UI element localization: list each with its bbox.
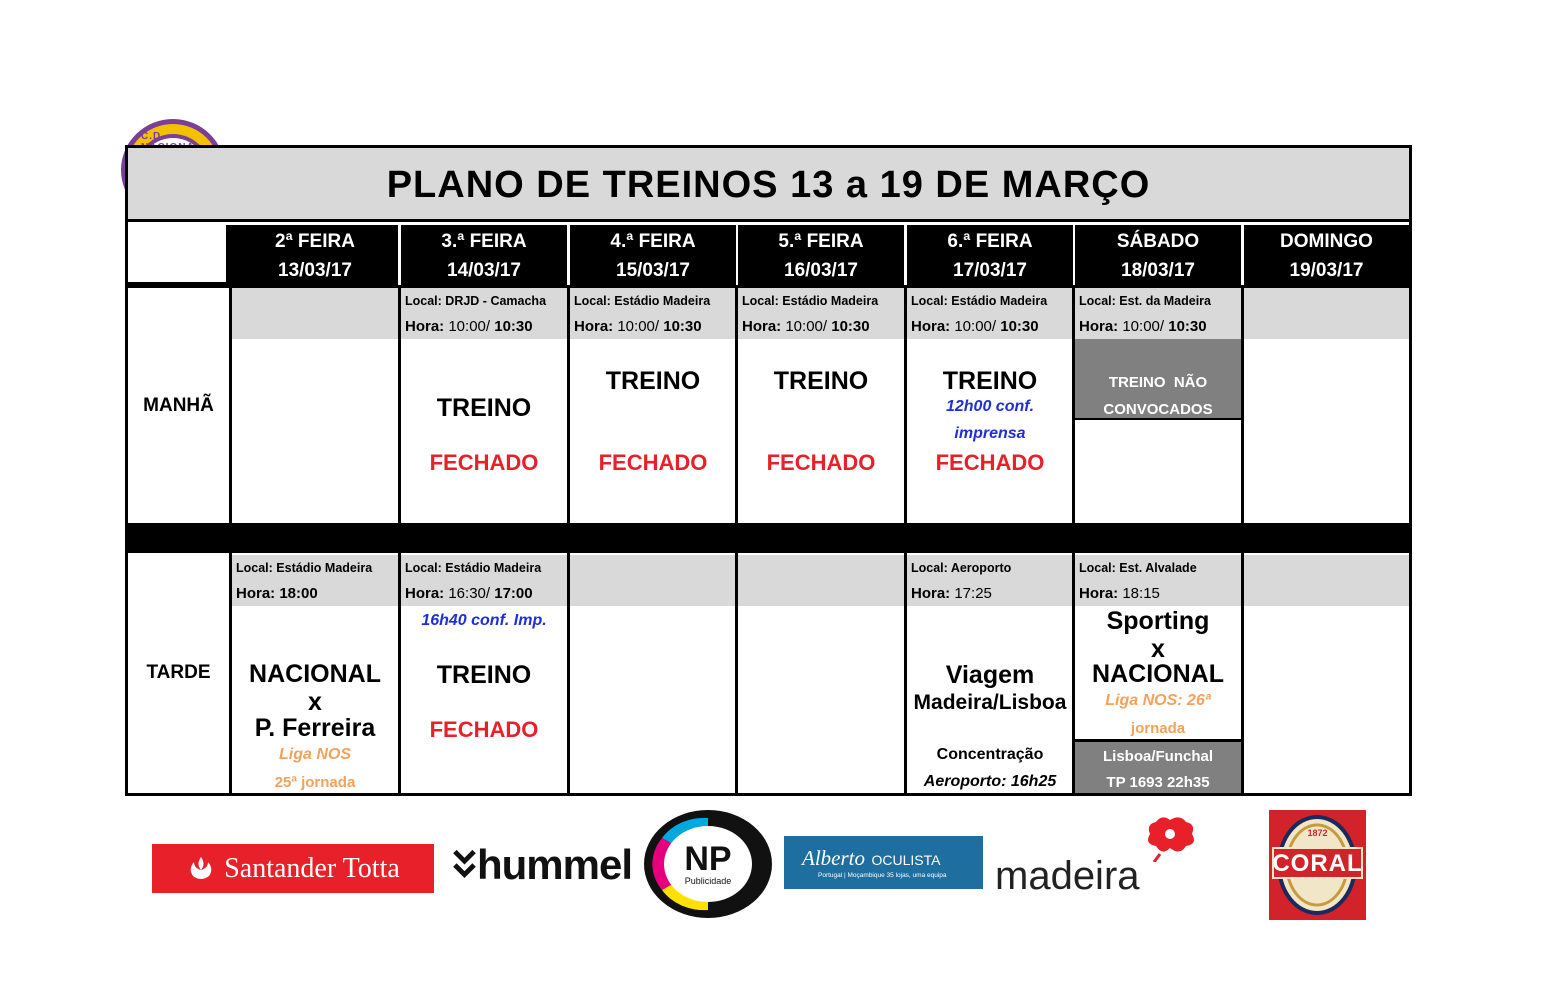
session-title: TREINO <box>436 661 532 689</box>
alberto-oculista-logo <box>784 836 983 889</box>
day-header-wed <box>570 225 736 285</box>
session-status: FECHADO <box>935 450 1045 475</box>
day-name: 6.ª FEIRA <box>947 231 1033 252</box>
press-note: 16h40 conf. Imp. <box>421 612 547 629</box>
day-header-sat <box>1075 225 1241 285</box>
afternoon-fri-info <box>907 555 1073 606</box>
day-date: 14/03/17 <box>447 260 521 281</box>
day-header-thu <box>738 225 904 285</box>
block-line: TREINO NÃO <box>1108 374 1208 391</box>
corner-cell <box>128 225 229 285</box>
column-divider <box>567 285 570 793</box>
competition-note: Liga NOS: 26ª <box>1105 692 1211 709</box>
location-text: Local: Aeroporto <box>911 561 1012 575</box>
day-date: 18/03/17 <box>1121 260 1195 281</box>
afternoon-sat-info <box>1075 555 1241 606</box>
block-line: CONVOCADOS <box>1103 401 1213 418</box>
hummel-logo <box>452 840 632 890</box>
morning-thu-info <box>738 288 904 339</box>
session-title: TREINO <box>942 367 1038 395</box>
location-text: Local: Estádio Madeira <box>236 561 373 575</box>
sponsor-name: madeira <box>995 854 1140 898</box>
session-status: FECHADO <box>598 450 708 475</box>
flower-icon <box>1140 814 1200 862</box>
match-home: NACIONAL <box>249 660 381 688</box>
time-text: Hora: 17:25 <box>911 585 992 602</box>
non-called-training-block <box>1075 339 1241 418</box>
competition-note: Liga NOS <box>278 746 351 763</box>
sponsor-name: Alberto <box>802 846 865 870</box>
day-name: 5.ª FEIRA <box>778 231 864 252</box>
trip-title: Viagem <box>945 661 1035 689</box>
np-logo <box>642 808 774 920</box>
afternoon-wed-info <box>570 555 736 606</box>
session-status: FECHADO <box>766 450 876 475</box>
match-away: NACIONAL <box>1092 660 1224 688</box>
flame-icon <box>186 855 216 883</box>
location-text: Local: Estádio Madeira <box>574 294 711 308</box>
afternoon-mon-info <box>232 555 398 606</box>
time-text: Hora: 18:00 <box>236 585 318 602</box>
location-text: Local: Estádio Madeira <box>405 561 542 575</box>
morning-sun-info <box>1244 288 1409 339</box>
madeira-logo <box>995 814 1205 900</box>
time-text: Hora: 16:30/ 17:00 <box>405 585 533 602</box>
day-name: 3.ª FEIRA <box>441 231 527 252</box>
gathering-label: Concentração <box>936 746 1044 763</box>
session-title: TREINO <box>436 394 532 422</box>
match-away: P. Ferreira <box>254 714 376 742</box>
trip-route: Madeira/Lisboa <box>913 691 1067 714</box>
session-status: FECHADO <box>429 450 539 475</box>
day-name: DOMINGO <box>1280 231 1373 252</box>
location-text: Local: Estádio Madeira <box>911 294 1048 308</box>
session-title: TREINO <box>605 367 701 395</box>
round-note: jornada <box>1130 720 1186 737</box>
time-text: Hora: 10:00/ 10:30 <box>742 318 870 335</box>
sponsor-suffix: OCULISTA <box>871 852 941 868</box>
morning-mon-info <box>232 288 398 339</box>
morning-tue-info <box>401 288 567 339</box>
day-header-tue <box>401 225 567 285</box>
day-date: 17/03/17 <box>953 260 1027 281</box>
sponsor-name: Santander Totta <box>224 852 400 884</box>
column-divider <box>398 285 401 793</box>
day-date: 15/03/17 <box>616 260 690 281</box>
column-divider <box>229 225 232 793</box>
afternoon-sun-info <box>1244 555 1409 606</box>
match-versus: x <box>1151 635 1165 663</box>
day-header-sun <box>1244 225 1409 285</box>
row-label-morning: MANHÃ <box>128 288 229 523</box>
match-versus: x <box>308 688 322 716</box>
separator-band <box>128 523 1409 553</box>
morning-sat-info <box>1075 288 1241 339</box>
column-divider <box>904 285 907 793</box>
location-text: Local: Est. da Madeira <box>1079 294 1211 308</box>
morning-wed-info <box>570 288 736 339</box>
press-note: 12h00 conf. <box>945 398 1035 415</box>
day-header-fri <box>907 225 1073 285</box>
column-divider <box>1241 285 1244 793</box>
sponsor-name: CORAL <box>1272 850 1363 877</box>
gathering-time: Aeroporto: 16h25 <box>923 773 1057 790</box>
day-date: 19/03/17 <box>1289 260 1364 281</box>
morning-fri-info <box>907 288 1073 339</box>
day-name: SÁBADO <box>1116 231 1200 252</box>
day-date: 13/03/17 <box>278 260 352 281</box>
time-text: Hora: 10:00/ 10:30 <box>574 318 702 335</box>
afternoon-thu-info <box>738 555 904 606</box>
time-text: Hora: 10:00/ 10:30 <box>911 318 1039 335</box>
coral-logo <box>1269 810 1366 920</box>
press-note: imprensa <box>954 425 1026 442</box>
location-text: Local: Estádio Madeira <box>742 294 879 308</box>
flight-block <box>1075 742 1241 793</box>
location-text: Local: Est. Alvalade <box>1079 561 1197 575</box>
sponsor-tagline: Portugal | Moçambique 35 lojas, uma equipa <box>818 872 947 879</box>
santander-logo <box>152 844 434 893</box>
sponsor-name: hummel <box>476 841 632 888</box>
badge-text-top: C.D. <box>141 131 165 142</box>
afternoon-tue-info <box>401 555 567 606</box>
round-note: 25ª jornada <box>274 774 356 791</box>
location-text: Local: DRJD - Camacha <box>405 294 547 308</box>
sponsor-sub: Publicidade <box>684 876 732 886</box>
sponsor-year: 1872 <box>1307 828 1328 838</box>
day-name: 4.ª FEIRA <box>610 231 696 252</box>
sponsor-name: NP <box>684 840 732 878</box>
flight-number: TP 1693 22h35 <box>1106 774 1210 791</box>
column-divider <box>735 285 738 793</box>
cell-divider <box>1075 418 1241 420</box>
flight-route: Lisboa/Funchal <box>1102 748 1213 765</box>
day-date: 16/03/17 <box>784 260 858 281</box>
time-text: Hora: 10:00/ 10:30 <box>1079 318 1207 335</box>
day-name: 2ª FEIRA <box>275 231 355 252</box>
time-text: Hora: 18:15 <box>1079 585 1160 602</box>
session-status: FECHADO <box>429 717 539 742</box>
row-label-afternoon: TARDE <box>128 553 229 793</box>
page-title: PLANO DE TREINOS 13 a 19 DE MARÇO <box>386 163 1151 206</box>
day-header-mon <box>232 225 398 285</box>
column-divider <box>1072 285 1075 793</box>
match-home: Sporting <box>1106 607 1210 635</box>
chevron-icon <box>452 847 477 883</box>
time-text: Hora: 10:00/ 10:30 <box>405 318 533 335</box>
session-title: TREINO <box>773 367 869 395</box>
